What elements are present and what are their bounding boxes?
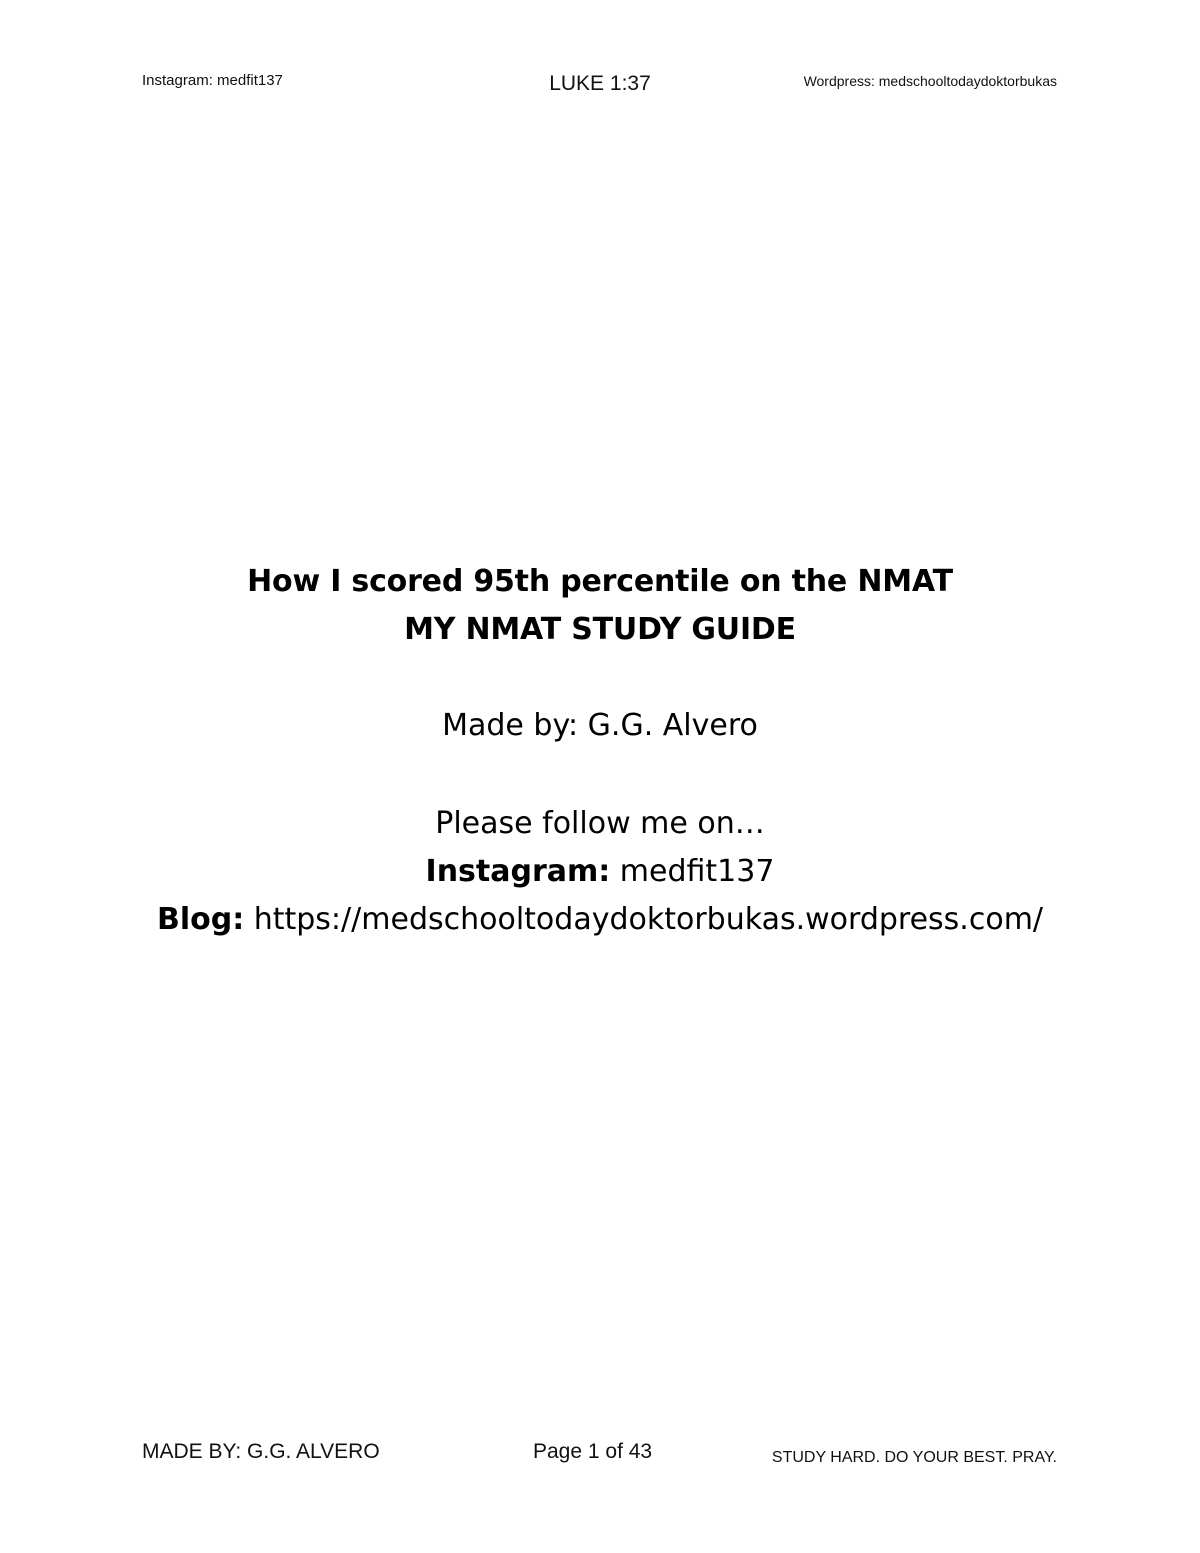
header-wordpress: Wordpress: medschooltodaydoktorbukas (803, 73, 1057, 89)
cover-author: Made by: G.G. Alvero (442, 708, 758, 743)
instagram-label: Instagram: (425, 854, 611, 889)
header-instagram: Instagram: medfit137 (142, 72, 283, 89)
instagram-handle: medfit137 (610, 854, 775, 889)
cover-block (0, 558, 1200, 944)
cover-subtitle: MY NMAT STUDY GUIDE (404, 612, 796, 647)
cover-title: How I scored 95th percentile on the NMAT (247, 564, 953, 599)
follow-intro: Please follow me on… (435, 806, 765, 841)
footer-author: MADE BY: G.G. ALVERO (142, 1440, 380, 1463)
footer-page-number: Page 1 of 43 (533, 1440, 653, 1463)
footer-motto: STUDY HARD. DO YOUR BEST. PRAY. (771, 1449, 1057, 1466)
blog-url: https://medschooltodaydoktorbukas.wordpress.com/ (244, 902, 1044, 937)
header-verse: LUKE 1:37 (549, 72, 651, 95)
follow-blog (0, 896, 1200, 944)
follow-instagram (0, 848, 1200, 896)
blog-label: Blog: (156, 902, 245, 937)
